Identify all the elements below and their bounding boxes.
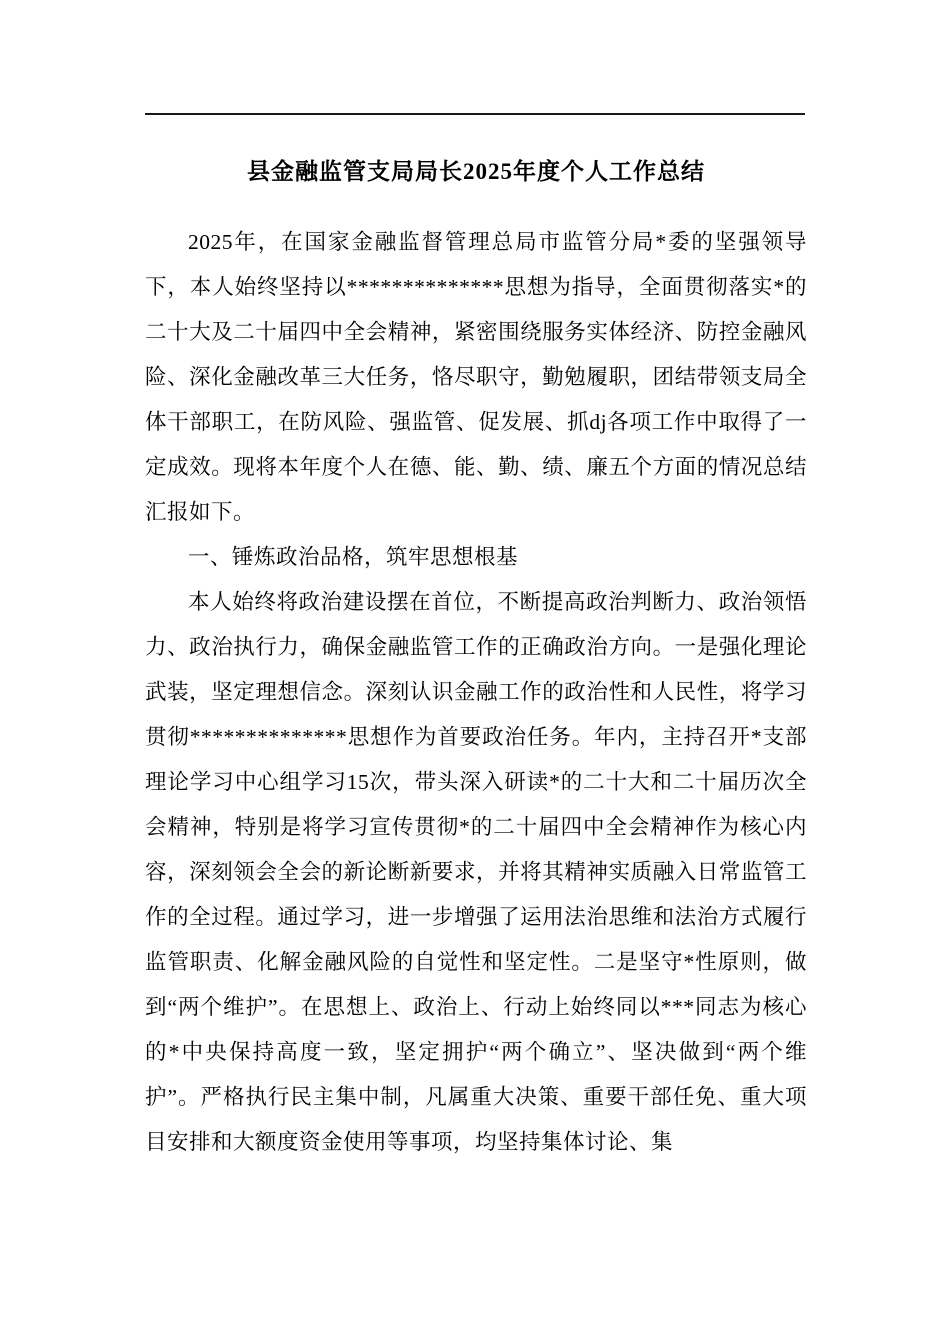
paragraph-section-1-body: 本人始终将政治建设摆在首位，不断提高政治判断力、政治领悟力、政治执行力，确保金融监管工作的正确政治方向。一是强化理论武装，坚定理想信念。深刻认识金融工作的政治性和人民性，将学习贯彻**************思想作为首要政治任务。年内，主持召开*支部理论学习中心组学习15次，带头深入研读*的二十大和二十届历次全会精神，特别是将学习宣传贯彻*的二十届四中全会精神作为核心内容，深刻领会全会的新论断新要求，并将其精神实质融入日常监管工作的全过程。通过学习，进一步增强了运用法治思维和法治方式履行监管职责、化解金融风险的自觉性和坚定性。二是坚守*性原则，做到“两个维护”。在思想上、政治上、行动上始终同以***同志为核心的*中央保持高度一致，坚定拥护“两个确立”、坚决做到“两个维护”。严格执行民主集中制，凡属重大决策、重要干部任免、重大项目安排和大额度资金使用等事项，均坚持集体讨论、集 [145,590,807,1154]
header-rule [145,113,805,115]
document-content [145,138,807,1165]
paragraph-intro: 2025年，在国家金融监督管理总局市监管分局*委的坚强领导下，本人始终坚持以**************思想为指导，全面贯彻落实*的二十大及二十届四中全会精神，紧密围绕服务实体经济、防控金融风险、深化金融改革三大任务，恪尽职守，勤勉履职，团结带领支局全体干部职工，在防风险、强监管、促发展、抓dj各项工作中取得了一定成效。现将本年度个人在德、能、勤、绩、廉五个方面的情况总结汇报如下。 [145,230,807,524]
document-title: 县金融监管支局局长2025年度个人工作总结 [247,159,705,184]
section-heading-1: 一、锤炼政治品格，筑牢思想根基 [188,545,519,569]
